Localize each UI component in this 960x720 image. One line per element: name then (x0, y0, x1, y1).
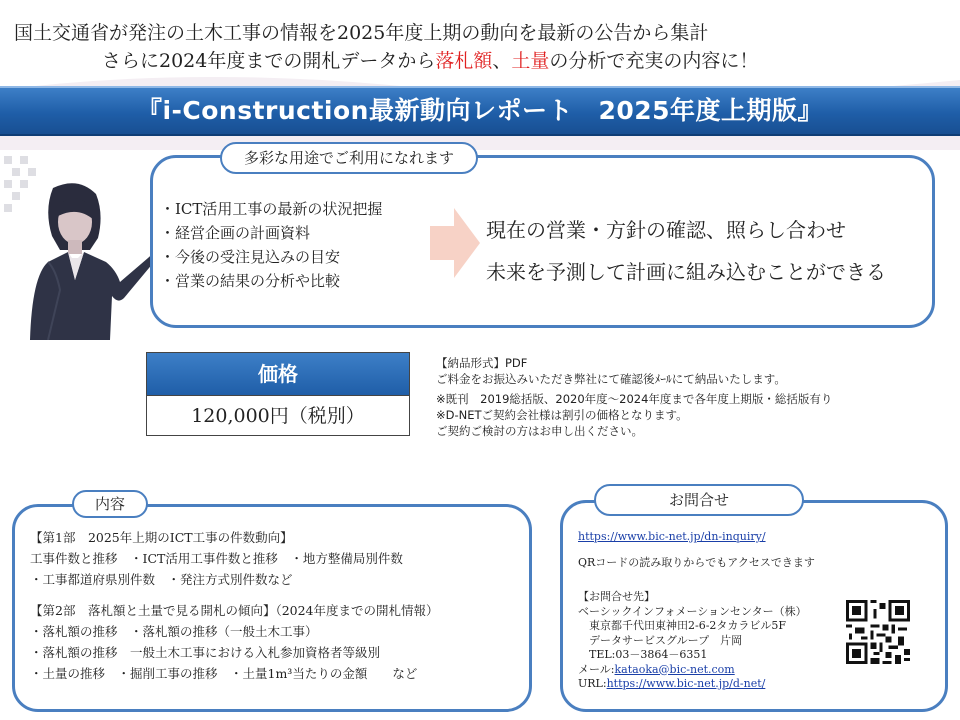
headline-text: さらに2024年度までの開札データから (102, 50, 436, 72)
contact-line: データサービスグループ 片岡 (578, 633, 743, 647)
inquiry-url-link[interactable]: https://www.bic-net.jp/dn-inquiry/ (578, 530, 766, 543)
inquiry-tag: お問合せ (594, 484, 804, 516)
highlight-bid-amount: 落札額 (435, 50, 493, 72)
contact-line: ベーシックインフォメーションセンター（株） (578, 604, 807, 618)
contents-line: ・落札額の推移 一般土木工事における入札参加資格者等級別 (30, 645, 381, 660)
mail-link[interactable]: kataoka@bic-net.com (614, 662, 735, 676)
highlight-soil-volume: 土量 (511, 50, 550, 72)
headline-line-2 (102, 46, 960, 73)
contents-line: ・落札額の推移 ・落札額の推移（一般土木工事） (30, 624, 318, 639)
uses-result-2: 未来を予測して計画に組み込むことができる (486, 260, 886, 284)
url-label: URL: (578, 677, 607, 690)
uses-bullet: ・今後の受注見込みの目安 (160, 248, 341, 266)
contents-tag: 内容 (72, 490, 148, 518)
contents-spacer (30, 590, 439, 600)
contact-details (578, 590, 807, 692)
note-line: 【納品形式】PDF (436, 356, 528, 370)
contents-list (30, 527, 439, 684)
site-link[interactable]: https://www.bic-net.jp/d-net/ (606, 677, 766, 690)
report-title-banner: 『i-Construction最新動向レポート 2025年度上期版』 (0, 86, 960, 136)
contact-line: TEL:03－3864－6351 (578, 648, 708, 661)
uses-tag: 多彩な用途でご利用になれます (220, 142, 478, 174)
uses-bullet: ・ICT活用工事の最新の状況把握 (160, 200, 383, 218)
contact-line: 東京都千代田東神田2-6-2タカラビル5F (578, 619, 787, 632)
headline-line-1: 国土交通省が発注の土木工事の情報を2025年度上期の動向を最新の公告から集計 (14, 22, 709, 44)
qr-note: QRコードの読み取りからでもアクセスできます (578, 556, 815, 569)
businesswoman-illustration (8, 180, 158, 340)
contents-line: ・土量の推移 ・掘削工事の推移 ・土量1m³当たりの金額 など (30, 666, 418, 681)
qr-code-icon[interactable] (846, 600, 910, 664)
arrow-right-icon (430, 208, 480, 278)
contents-line: 工事件数と推移 ・ICT活用工事件数と推移 ・地方整備局別件数 (30, 551, 403, 566)
note-line: ※既刊 2019総括版、2020年度～2024年度まで各年度上期版・総括版有り (436, 392, 833, 406)
uses-bullet: ・経営企画の計画資料 (160, 224, 311, 242)
delivery-notes (436, 355, 832, 439)
mail-row (578, 663, 807, 678)
headline-separator: 、 (492, 50, 512, 72)
price-label: 価格 (147, 353, 409, 396)
contact-line: 【お問合せ先】 (578, 590, 655, 603)
contents-line: 【第1部 2025年上期のICT工事の件数動向】 (30, 530, 293, 545)
url-row (578, 677, 807, 692)
mail-label: メール: (578, 662, 615, 676)
contents-line: 【第2部 落札額と土量で見る開札の傾向】（2024年度までの開札情報） (30, 603, 439, 618)
uses-bullet-list (160, 197, 382, 293)
contents-line: ・工事都道府県別件数 ・発注方式別件数など (30, 572, 293, 587)
price-value: 120,000円（税別） (191, 405, 365, 427)
price-box (146, 352, 410, 436)
uses-result-1: 現在の営業・方針の確認、照らし合わせ (486, 218, 846, 242)
note-line: ご契約ご検討の方はお申し出ください。 (436, 424, 643, 438)
note-line: ※D-NETご契約会社様は割引の価格となります。 (436, 408, 688, 422)
uses-bullet: ・営業の結果の分析や比較 (160, 272, 341, 290)
note-line: ご料金をお振込みいただき弊社にて確認後ﾒｰﾙにて納品いたします。 (436, 372, 786, 386)
headline-text-end: の分析で充実の内容に！ (549, 50, 759, 72)
